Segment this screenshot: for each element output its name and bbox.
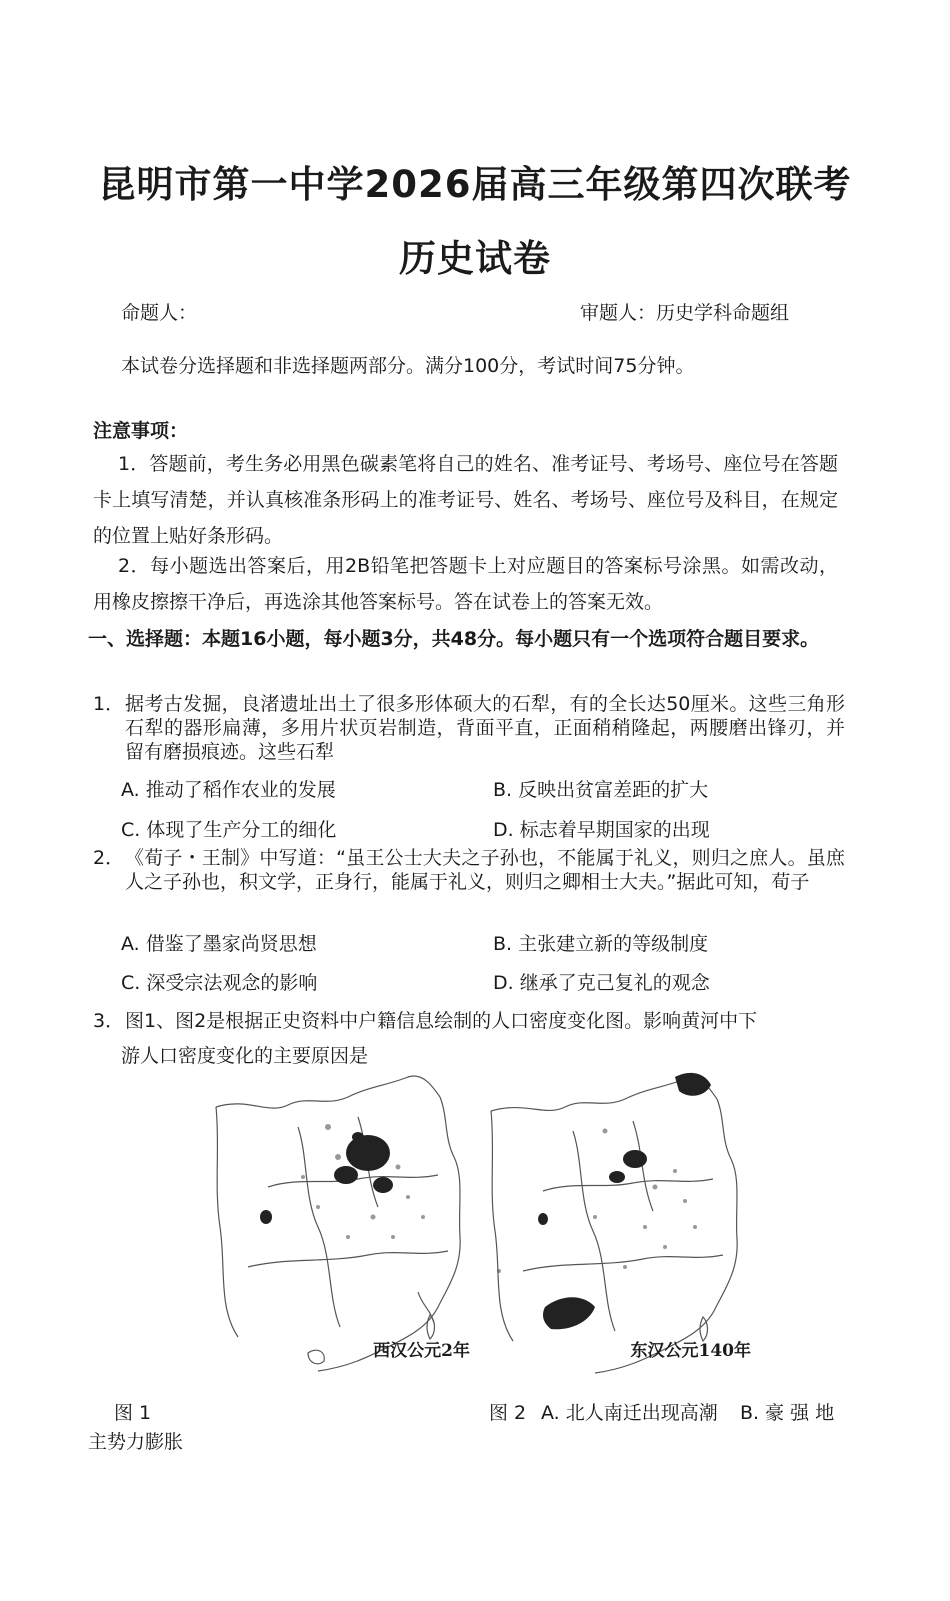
question-2-option-c: C. 深受宗法观念的影响 bbox=[121, 972, 318, 994]
question-1-number: 1． bbox=[93, 693, 125, 715]
exam-intro: 本试卷分选择题和非选择题两部分。满分100分，考试时间75分钟。 bbox=[121, 355, 695, 377]
question-1-text: 据考古发掘，良渚遗址出土了很多形体硕大的石犁，有的全长达50厘米。这些三角形石犁的器形扁薄，多用片状页岩制造，背面平直，正面稍稍隆起，两腰磨出锋刃，并留有磨损痕迹。这些石犁 bbox=[125, 693, 845, 763]
question-3-option-b-continued: 主势力膨胀 bbox=[88, 1431, 184, 1453]
question-2-text: 《荀子・王制》中写道：“虽王公士大夫之子孙也，不能属于礼义，则归之庶人。虽庶人之子孙也，积文学，正身行，能属于礼义，则归之卿相士大夫。”据此可知，荀子 bbox=[125, 847, 845, 893]
author-label: 命题人： bbox=[121, 302, 198, 324]
exam-subtitle: 历史试卷 bbox=[399, 237, 551, 280]
map-1-drawing bbox=[208, 1067, 482, 1381]
question-3-option-b: B. 豪 强 地 bbox=[740, 1402, 835, 1424]
question-2-number: 2． bbox=[93, 847, 125, 869]
question-3-text-line-1: 图1、图2是根据正史资料中户籍信息绘制的人口密度变化图。影响黄河中下 bbox=[125, 1010, 758, 1032]
notice-item-1: 1．答题前，考生务必用黑色碳素笔将自己的姓名、准考证号、考场号、座位号在答题卡上填写清楚，并认真核准条形码上的准考证号、姓名、考场号、座位号及科目，在规定的位置上贴好条形码。 bbox=[93, 453, 838, 547]
question-2-option-a: A. 借鉴了墨家尚贤思想 bbox=[121, 933, 317, 955]
question-1-option-a: A. 推动了稻作农业的发展 bbox=[121, 779, 336, 801]
population-map-1 bbox=[208, 1067, 482, 1381]
question-2-option-d: D. 继承了克己复礼的观念 bbox=[493, 972, 710, 994]
question-1-option-d: D. 标志着早期国家的出现 bbox=[493, 819, 710, 841]
map-1-label: 西汉公元2年 bbox=[373, 1341, 470, 1361]
question-3-option-a: A. 北人南迁出现高潮 bbox=[541, 1402, 718, 1424]
question-1-option-c: C. 体现了生产分工的细化 bbox=[121, 819, 337, 841]
reviewer-label: 审题人：历史学科命题组 bbox=[580, 302, 790, 324]
population-map-2 bbox=[485, 1067, 755, 1381]
question-3-text-line-2: 游人口密度变化的主要原因是 bbox=[121, 1045, 369, 1067]
figure-1-caption: 图 1 bbox=[114, 1402, 152, 1424]
notice-heading: 注意事项： bbox=[93, 420, 189, 442]
exam-title: 昆明市第一中学2026届高三年级第四次联考 bbox=[98, 163, 852, 206]
question-3-number: 3． bbox=[93, 1010, 125, 1032]
figure-2-caption: 图 2 bbox=[489, 1402, 527, 1424]
section-heading: 一、选择题：本题16小题，每小题3分，共48分。每小题只有一个选项符合题目要求。 bbox=[88, 628, 820, 650]
map-2-label: 东汉公元140年 bbox=[630, 1341, 751, 1361]
question-1-option-b: B. 反映出贫富差距的扩大 bbox=[493, 779, 709, 801]
question-2-option-b: B. 主张建立新的等级制度 bbox=[493, 933, 709, 955]
notice-item-2: 2．每小题选出答案后，用2B铅笔把答题卡上对应题目的答案标号涂黑。如需改动，用橡皮擦擦干净后，再选涂其他答案标号。答在试卷上的答案无效。 bbox=[93, 555, 838, 613]
map-2-drawing bbox=[485, 1067, 755, 1381]
